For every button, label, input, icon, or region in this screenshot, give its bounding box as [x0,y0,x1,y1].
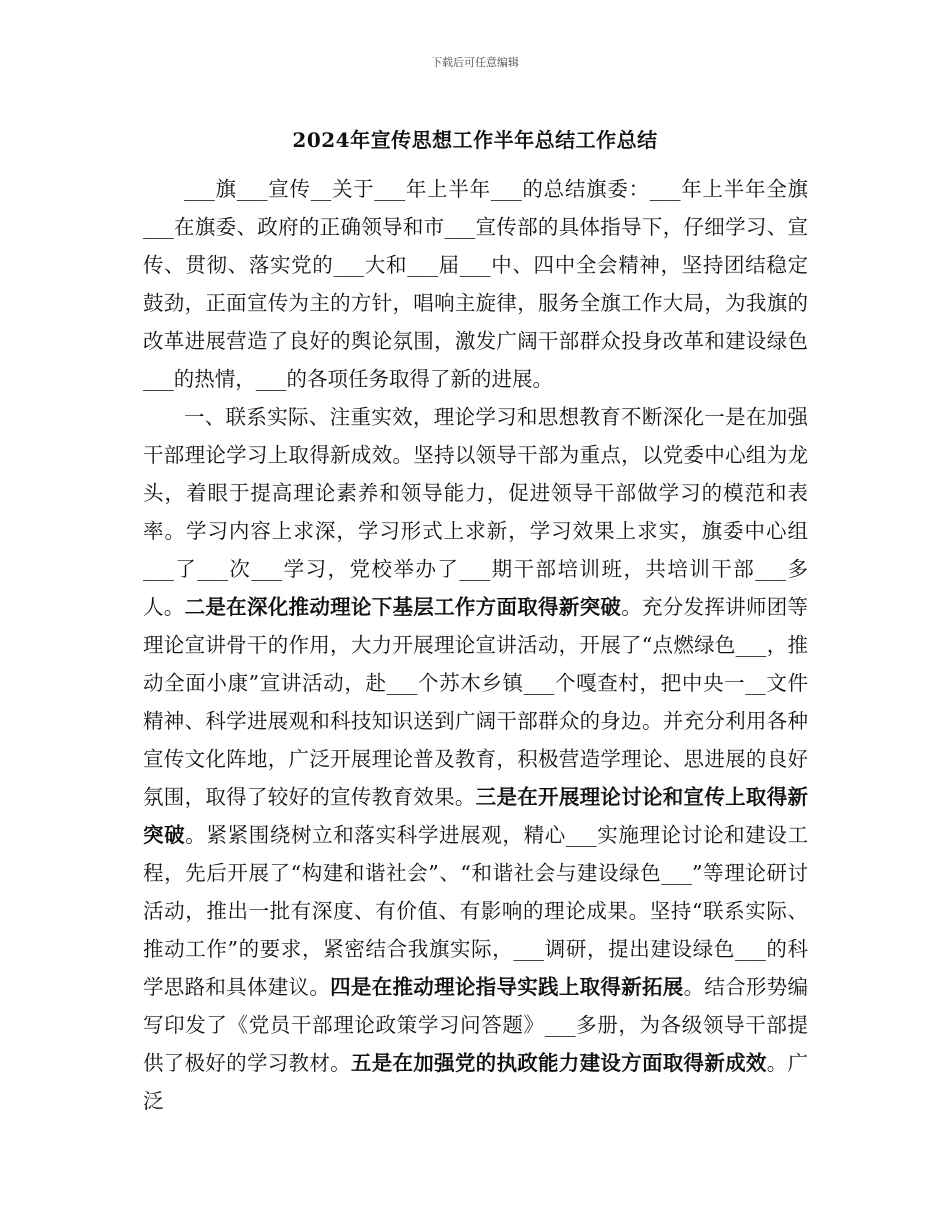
paragraph-text: 一、联系实际、注重实效，理论学习和思想教育不断深化一是在加强干部理论学习上取得新成效。坚持以领导干部为重点，以党委中心组为龙头，着眼于提高理论素养和领导能力，促进领导干部做学习的模范和表率。学习内容上求深，学习形式上求新，学习效果上求实，旗委中心组___了___次___学习，党校举办了___期干部培训班，共培训干部___多人。 [143,405,808,619]
bold-heading-five: 五是在加强党的执政能力建设方面取得新成效 [350,1051,767,1075]
paragraph-text: 。紧紧围绕树立和落实科学进展观，精心___实施理论讨论和建设工程，先后开展了“构建和谐社会”、“和谐社会与建设绿色___”等理论研讨活动，推出一批有深度、有价值、有影响的理论成果。坚持“联系实际、推动工作”的要求，紧密结合我旗实际，___调研，提出建设绿色___的科学思路和具体建议。 [143,823,809,999]
bold-heading-four: 四是在推动理论指导实践上取得新拓展 [330,975,684,999]
document-title: 2024年宣传思想工作半年总结工作总结 [292,128,658,152]
paragraph-section-one [143,398,808,1120]
paragraph-text: 。结合形势编写印发了《党员干部理论政策学习问答题》___多册，为各级领导干部提供了极好的学习教材。 [143,975,809,1075]
paragraph-intro [143,170,808,398]
paragraph-text: 。广泛 [143,1051,809,1113]
bold-heading-three: 三是在开展理论讨论和宣传上取得新突破 [143,785,809,847]
bold-heading-two: 二是在深化推动理论下基层工作方面取得新突破 [184,595,622,619]
paragraph-text: ___旗___宣传__关于___年上半年___的总结旗委：___年上半年全旗___在旗委、政府的正确领导和市___宣传部的具体指导下，仔细学习、宣传、贯彻、落实党的___大和___届___中、四中全会精神，坚持团结稳定鼓劲，正面宣传为主的方针，唱响主旋律，服务全旗工作大局，为我旗的改革进展营造了良好的舆论氛围，激发广阔干部群众投身改革和建设绿色___的热情，___的各项任务取得了新的进展。 [143,177,808,391]
page-header-note: 下载后可任意编辑 [431,56,519,69]
paragraph-text: 。充分发挥讲师团等理论宣讲骨干的作用，大力开展理论宣讲活动，开展了“点燃绿色___，推动全面小康”宣讲活动，赴___个苏木乡镇___个嘎查村，把中央一__文件精神、科学进展观和科技知识送到广阔干部群众的身边。并充分利用各种宣传文化阵地，广泛开展理论普及教育，积极营造学理论、思进展的良好氛围，取得了较好的宣传教育效果。 [143,595,809,809]
document-body [143,170,808,1120]
